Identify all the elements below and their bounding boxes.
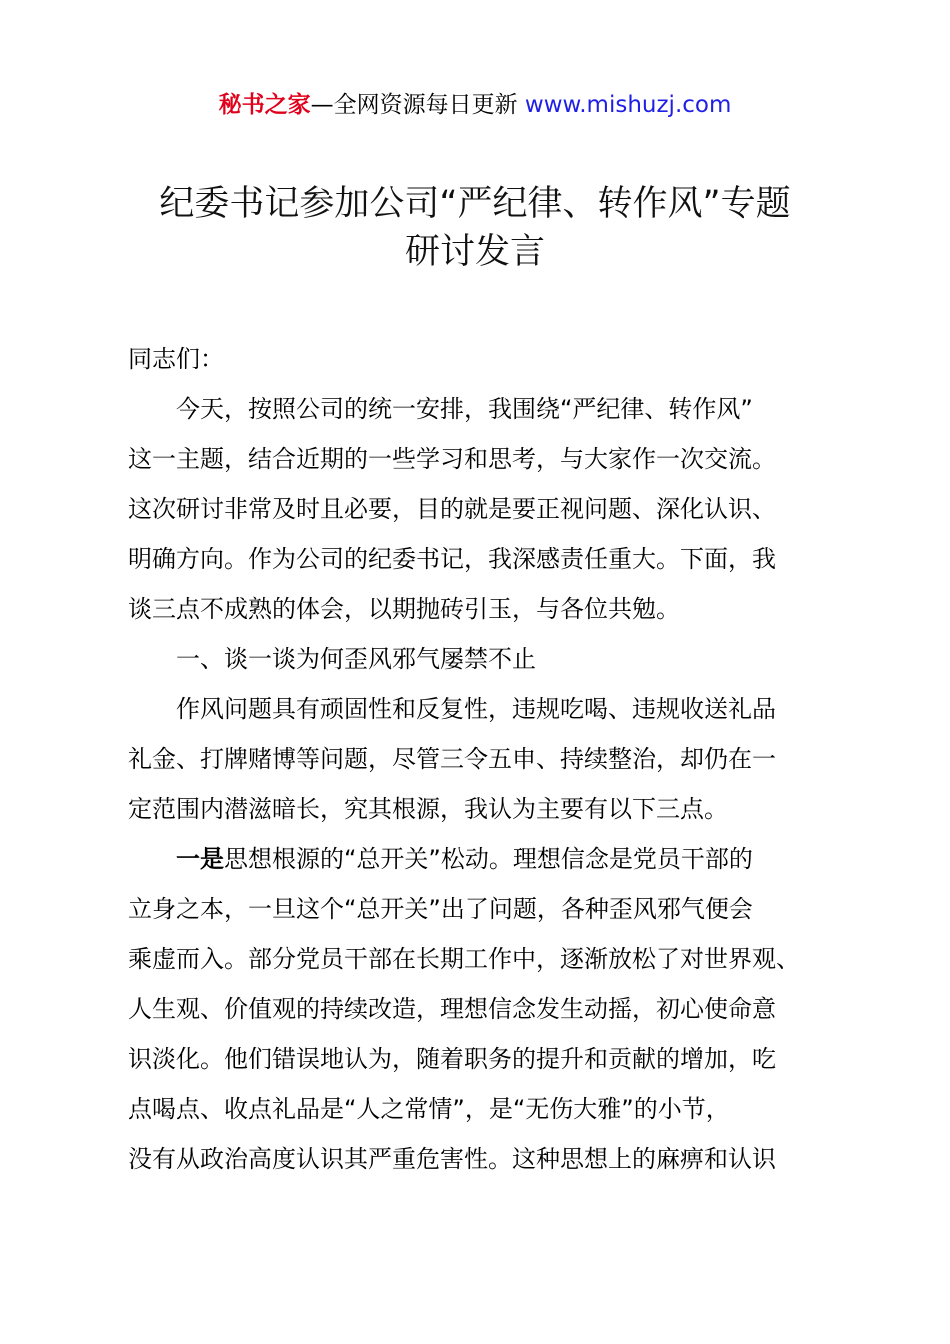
paragraph-1-line: 这一主题，结合近期的一些学习和思考，与大家作一次交流。 xyxy=(128,445,776,473)
document-body xyxy=(128,334,848,1184)
paragraph-3-line: 乘虚而入。部分党员干部在长期工作中，逐渐放松了对世界观、 xyxy=(128,945,800,973)
paragraph-2-line: 作风问题具有顽固性和反复性，违规吃喝、违规收送礼品 xyxy=(176,695,776,723)
paragraph-3-line: 没有从政治高度认识其严重危害性。这种思想上的麻痹和认识 xyxy=(128,1145,776,1173)
paragraph-3-line: 人生观、价值观的持续改造，理想信念发生动摇，初心使命意 xyxy=(128,995,776,1023)
paragraph-2-line: 定范围内潜滋暗长，究其根源，我认为主要有以下三点。 xyxy=(128,795,728,823)
paragraph-1-line: 明确方向。作为公司的纪委书记，我深感责任重大。下面，我 xyxy=(128,545,776,573)
site-url-link[interactable]: www.mishuzj.com xyxy=(524,92,732,118)
section-heading-1: 一、谈一谈为何歪风邪气屡禁不止 xyxy=(176,645,536,673)
point-lead: 一是 xyxy=(176,845,224,873)
paragraph-1-line: 这次研讨非常及时且必要，目的就是要正视问题、深化认识、 xyxy=(128,495,776,523)
paragraph-3-text: 思想根源的“总开关”松动。理想信念是党员干部的 xyxy=(224,845,753,873)
salutation: 同志们： xyxy=(128,345,224,373)
site-header xyxy=(0,88,950,122)
site-brand: 秘书之家 xyxy=(218,92,311,118)
site-tagline: —全网资源每日更新 xyxy=(310,92,525,118)
paragraph-3-line: 识淡化。他们错误地认为，随着职务的提升和贡献的增加，吃 xyxy=(128,1045,776,1073)
document-title xyxy=(0,180,950,276)
paragraph-1-line: 谈三点不成熟的体会，以期抛砖引玉，与各位共勉。 xyxy=(128,595,680,623)
paragraph-3-line: 点喝点、收点礼品是“人之常情”，是“无伤大雅”的小节， xyxy=(128,1095,730,1123)
paragraph-3-line: 立身之本，一旦这个“总开关”出了问题，各种歪风邪气便会 xyxy=(128,895,753,923)
paragraph-2-line: 礼金、打牌赌博等问题，尽管三令五申、持续整治，却仍在一 xyxy=(128,745,776,773)
paragraph-3-line xyxy=(128,834,848,884)
paragraph-1-line: 今天，按照公司的统一安排，我围绕“严纪律、转作风” xyxy=(176,395,753,423)
title-line-1: 纪委书记参加公司“严纪律、转作风”专题 xyxy=(159,184,791,224)
title-line-2: 研讨发言 xyxy=(404,232,545,272)
